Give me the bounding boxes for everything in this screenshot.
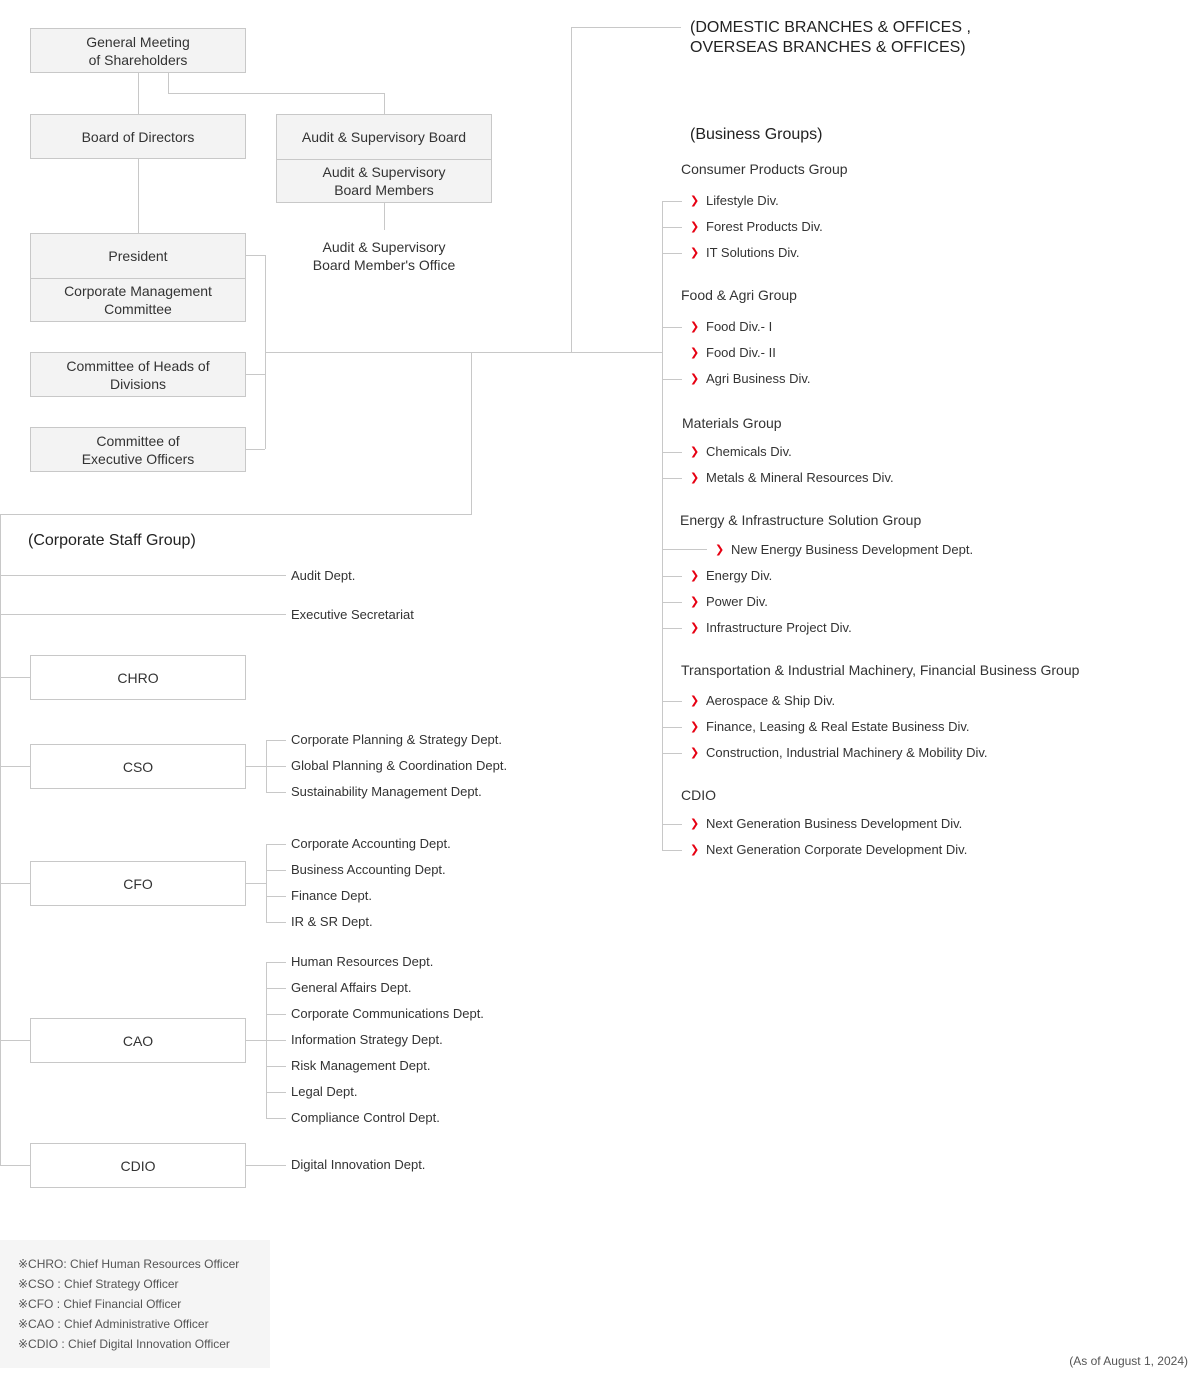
chevron-right-icon: ❯ bbox=[690, 247, 700, 259]
division-item[interactable] bbox=[690, 470, 894, 486]
chevron-right-icon: ❯ bbox=[715, 544, 725, 556]
dept-label: Corporate Accounting Dept. bbox=[291, 836, 451, 851]
group-title: Food & Agri Group bbox=[681, 287, 797, 303]
chevron-right-icon: ❯ bbox=[690, 195, 700, 207]
dept-label: Information Strategy Dept. bbox=[291, 1032, 443, 1047]
division-label: Metals & Mineral Resources Div. bbox=[706, 470, 894, 485]
connector-line bbox=[245, 1040, 266, 1041]
audit-dept-label: Audit Dept. bbox=[291, 568, 356, 583]
connector-line bbox=[266, 896, 286, 897]
dept-label: Human Resources Dept. bbox=[291, 954, 434, 969]
dept-label: Corporate Planning & Strategy Dept. bbox=[291, 732, 503, 747]
division-label: Aerospace & Ship Div. bbox=[706, 693, 836, 708]
division-label: Next Generation Business Development Div. bbox=[706, 816, 963, 831]
chevron-right-icon: ❯ bbox=[690, 221, 700, 233]
connector-line bbox=[662, 602, 682, 603]
chevron-right-icon: ❯ bbox=[690, 321, 700, 333]
group-title: Consumer Products Group bbox=[681, 161, 848, 177]
dept-label: Legal Dept. bbox=[291, 1084, 358, 1099]
connector-line bbox=[384, 93, 385, 114]
president-label: President bbox=[108, 248, 168, 264]
dept-label: Finance Dept. bbox=[291, 888, 372, 903]
officer-box-cfo: CFO bbox=[30, 861, 246, 906]
division-item[interactable] bbox=[690, 568, 772, 584]
connector-line bbox=[662, 327, 682, 328]
connector-line bbox=[0, 1165, 30, 1166]
dept-label: Corporate Communications Dept. bbox=[291, 1006, 484, 1021]
division-label: Chemicals Div. bbox=[706, 444, 792, 459]
legend-item: ※CDIO : Chief Digital Innovation Officer bbox=[18, 1337, 230, 1351]
connector-line bbox=[266, 1092, 286, 1093]
connector-line bbox=[266, 962, 286, 963]
connector-line bbox=[265, 352, 663, 353]
legend-panel bbox=[0, 1240, 270, 1368]
connector-line bbox=[266, 740, 286, 741]
connector-line bbox=[0, 514, 472, 515]
connector-line bbox=[266, 766, 286, 767]
dept-label: Business Accounting Dept. bbox=[291, 862, 446, 877]
chevron-right-icon: ❯ bbox=[690, 446, 700, 458]
connector-line bbox=[168, 93, 385, 94]
connector-line bbox=[266, 844, 267, 923]
connector-line bbox=[0, 1040, 30, 1041]
division-label: Finance, Leasing & Real Estate Business Div. bbox=[706, 719, 970, 734]
connector-line bbox=[266, 1118, 286, 1119]
connector-line bbox=[662, 727, 682, 728]
connector-line bbox=[571, 27, 572, 352]
division-label: Construction, Industrial Machinery & Mobility Div. bbox=[706, 745, 988, 760]
connector-line bbox=[138, 158, 139, 233]
connector-line bbox=[0, 883, 30, 884]
dept-label: Compliance Control Dept. bbox=[291, 1110, 440, 1125]
dept-label: Digital Innovation Dept. bbox=[291, 1157, 426, 1172]
staff-group-heading: (Corporate Staff Group) bbox=[28, 532, 196, 549]
chevron-right-icon: ❯ bbox=[690, 373, 700, 385]
legend-item: ※CSO : Chief Strategy Officer bbox=[18, 1277, 179, 1291]
dept-label: Risk Management Dept. bbox=[291, 1058, 431, 1073]
connector-line bbox=[266, 1040, 286, 1041]
audit-members-label: Audit & Supervisory Board Members bbox=[277, 159, 491, 202]
division-item[interactable] bbox=[690, 693, 835, 709]
connector-line bbox=[662, 753, 682, 754]
chevron-right-icon: ❯ bbox=[690, 721, 700, 733]
officer-box-cdio: CDIO bbox=[30, 1143, 246, 1188]
connector-line bbox=[0, 575, 286, 576]
division-label: IT Solutions Div. bbox=[706, 245, 800, 260]
chevron-right-icon: ❯ bbox=[690, 818, 700, 830]
officer-box-cao: CAO bbox=[30, 1018, 246, 1063]
chevron-right-icon: ❯ bbox=[690, 747, 700, 759]
division-label: Agri Business Div. bbox=[706, 371, 811, 386]
management-committee-label: Corporate Management Committee bbox=[31, 278, 245, 321]
connector-line bbox=[662, 452, 682, 453]
officer-box-chro: CHRO bbox=[30, 655, 246, 700]
dept-label: General Affairs Dept. bbox=[291, 980, 412, 995]
legend-item: ※CAO : Chief Administrative Officer bbox=[18, 1317, 209, 1331]
chevron-right-icon: ❯ bbox=[690, 695, 700, 707]
heads-committee-box: Committee of Heads of Divisions bbox=[30, 352, 246, 397]
dept-label: Global Planning & Coordination Dept. bbox=[291, 758, 508, 773]
connector-line bbox=[662, 628, 682, 629]
division-label: Energy Div. bbox=[706, 568, 773, 583]
division-label: Next Generation Corporate Development Div. bbox=[706, 842, 968, 857]
division-label: Lifestyle Div. bbox=[706, 193, 779, 208]
division-label: Infrastructure Project Div. bbox=[706, 620, 852, 635]
division-label: Food Div.- II bbox=[706, 345, 776, 360]
connector-line bbox=[471, 352, 472, 514]
president-box bbox=[30, 233, 246, 322]
connector-line bbox=[138, 72, 139, 114]
group-title: Transportation & Industrial Machinery, Financial Business Group bbox=[681, 662, 1080, 678]
connector-line bbox=[662, 824, 682, 825]
connector-line bbox=[0, 766, 30, 767]
officers-committee-box: Committee of Executive Officers bbox=[30, 427, 246, 472]
connector-line bbox=[245, 883, 266, 884]
division-item[interactable] bbox=[690, 745, 988, 761]
branches-heading: (DOMESTIC BRANCHES & OFFICES , OVERSEAS BRANCHES & OFFICES) bbox=[690, 19, 971, 56]
chevron-right-icon: ❯ bbox=[690, 570, 700, 582]
connector-line bbox=[245, 255, 265, 256]
connector-line bbox=[266, 1014, 286, 1015]
chevron-right-icon: ❯ bbox=[690, 596, 700, 608]
division-item[interactable] bbox=[690, 620, 852, 636]
connector-line bbox=[662, 576, 682, 577]
division-item[interactable] bbox=[690, 719, 970, 735]
group-title: Materials Group bbox=[682, 415, 782, 431]
dept-label: Sustainability Management Dept. bbox=[291, 784, 482, 799]
group-title: CDIO bbox=[681, 787, 716, 803]
audit-board-box bbox=[276, 114, 492, 203]
connector-line bbox=[0, 677, 30, 678]
shareholders-box: General Meeting of Shareholders bbox=[30, 28, 246, 73]
connector-line bbox=[662, 850, 682, 851]
division-item[interactable] bbox=[690, 371, 811, 387]
connector-line bbox=[245, 1165, 286, 1166]
connector-line bbox=[266, 870, 286, 871]
audit-office-label: Audit & Supervisory Board Member's Office bbox=[312, 239, 456, 273]
board-of-directors-box: Board of Directors bbox=[30, 114, 246, 159]
chevron-right-icon: ❯ bbox=[690, 622, 700, 634]
connector-line bbox=[245, 374, 265, 375]
connector-line bbox=[662, 253, 682, 254]
division-item[interactable] bbox=[690, 245, 799, 261]
audit-board-label: Audit & Supervisory Board bbox=[301, 129, 467, 145]
division-item[interactable] bbox=[690, 816, 962, 832]
connector-line bbox=[0, 614, 286, 615]
division-label: New Energy Business Development Dept. bbox=[731, 542, 974, 557]
division-label: Forest Products Div. bbox=[706, 219, 823, 234]
division-item[interactable] bbox=[690, 193, 779, 209]
group-title: Energy & Infrastructure Solution Group bbox=[680, 512, 922, 528]
as-of-date: (As of August 1, 2024) bbox=[1069, 1354, 1188, 1368]
division-item[interactable] bbox=[690, 594, 768, 610]
connector-line bbox=[662, 478, 682, 479]
division-item[interactable] bbox=[690, 219, 823, 235]
connector-line bbox=[662, 549, 707, 550]
legend-item: ※CFO : Chief Financial Officer bbox=[18, 1297, 182, 1311]
connector-line bbox=[384, 202, 385, 230]
chevron-right-icon: ❯ bbox=[690, 844, 700, 856]
connector-line bbox=[662, 227, 682, 228]
officer-box-cso: CSO bbox=[30, 744, 246, 789]
division-item[interactable] bbox=[690, 444, 792, 460]
connector-line bbox=[266, 922, 286, 923]
division-item[interactable] bbox=[690, 319, 772, 335]
connector-line bbox=[571, 27, 681, 28]
connector-line bbox=[168, 72, 169, 93]
legend-item: ※CHRO: Chief Human Resources Officer bbox=[18, 1257, 240, 1271]
division-label: Food Div.- I bbox=[706, 319, 773, 334]
connector-line bbox=[662, 701, 682, 702]
connector-line bbox=[662, 379, 682, 380]
division-label: Power Div. bbox=[706, 594, 768, 609]
dept-label: IR & SR Dept. bbox=[291, 914, 373, 929]
connector-line bbox=[266, 1066, 286, 1067]
chevron-right-icon: ❯ bbox=[690, 347, 700, 359]
division-item[interactable] bbox=[690, 842, 967, 858]
division-item[interactable] bbox=[690, 345, 776, 361]
connector-line bbox=[266, 844, 286, 845]
connector-line bbox=[266, 792, 286, 793]
connector-line bbox=[266, 988, 286, 989]
connector-line bbox=[0, 514, 1, 1165]
division-item[interactable] bbox=[715, 542, 973, 558]
connector-line bbox=[245, 449, 265, 450]
connector-line bbox=[662, 201, 682, 202]
exec-secretariat-label: Executive Secretariat bbox=[291, 607, 414, 622]
connector-line bbox=[245, 766, 266, 767]
business-groups-heading: (Business Groups) bbox=[690, 126, 823, 143]
chevron-right-icon: ❯ bbox=[690, 472, 700, 484]
